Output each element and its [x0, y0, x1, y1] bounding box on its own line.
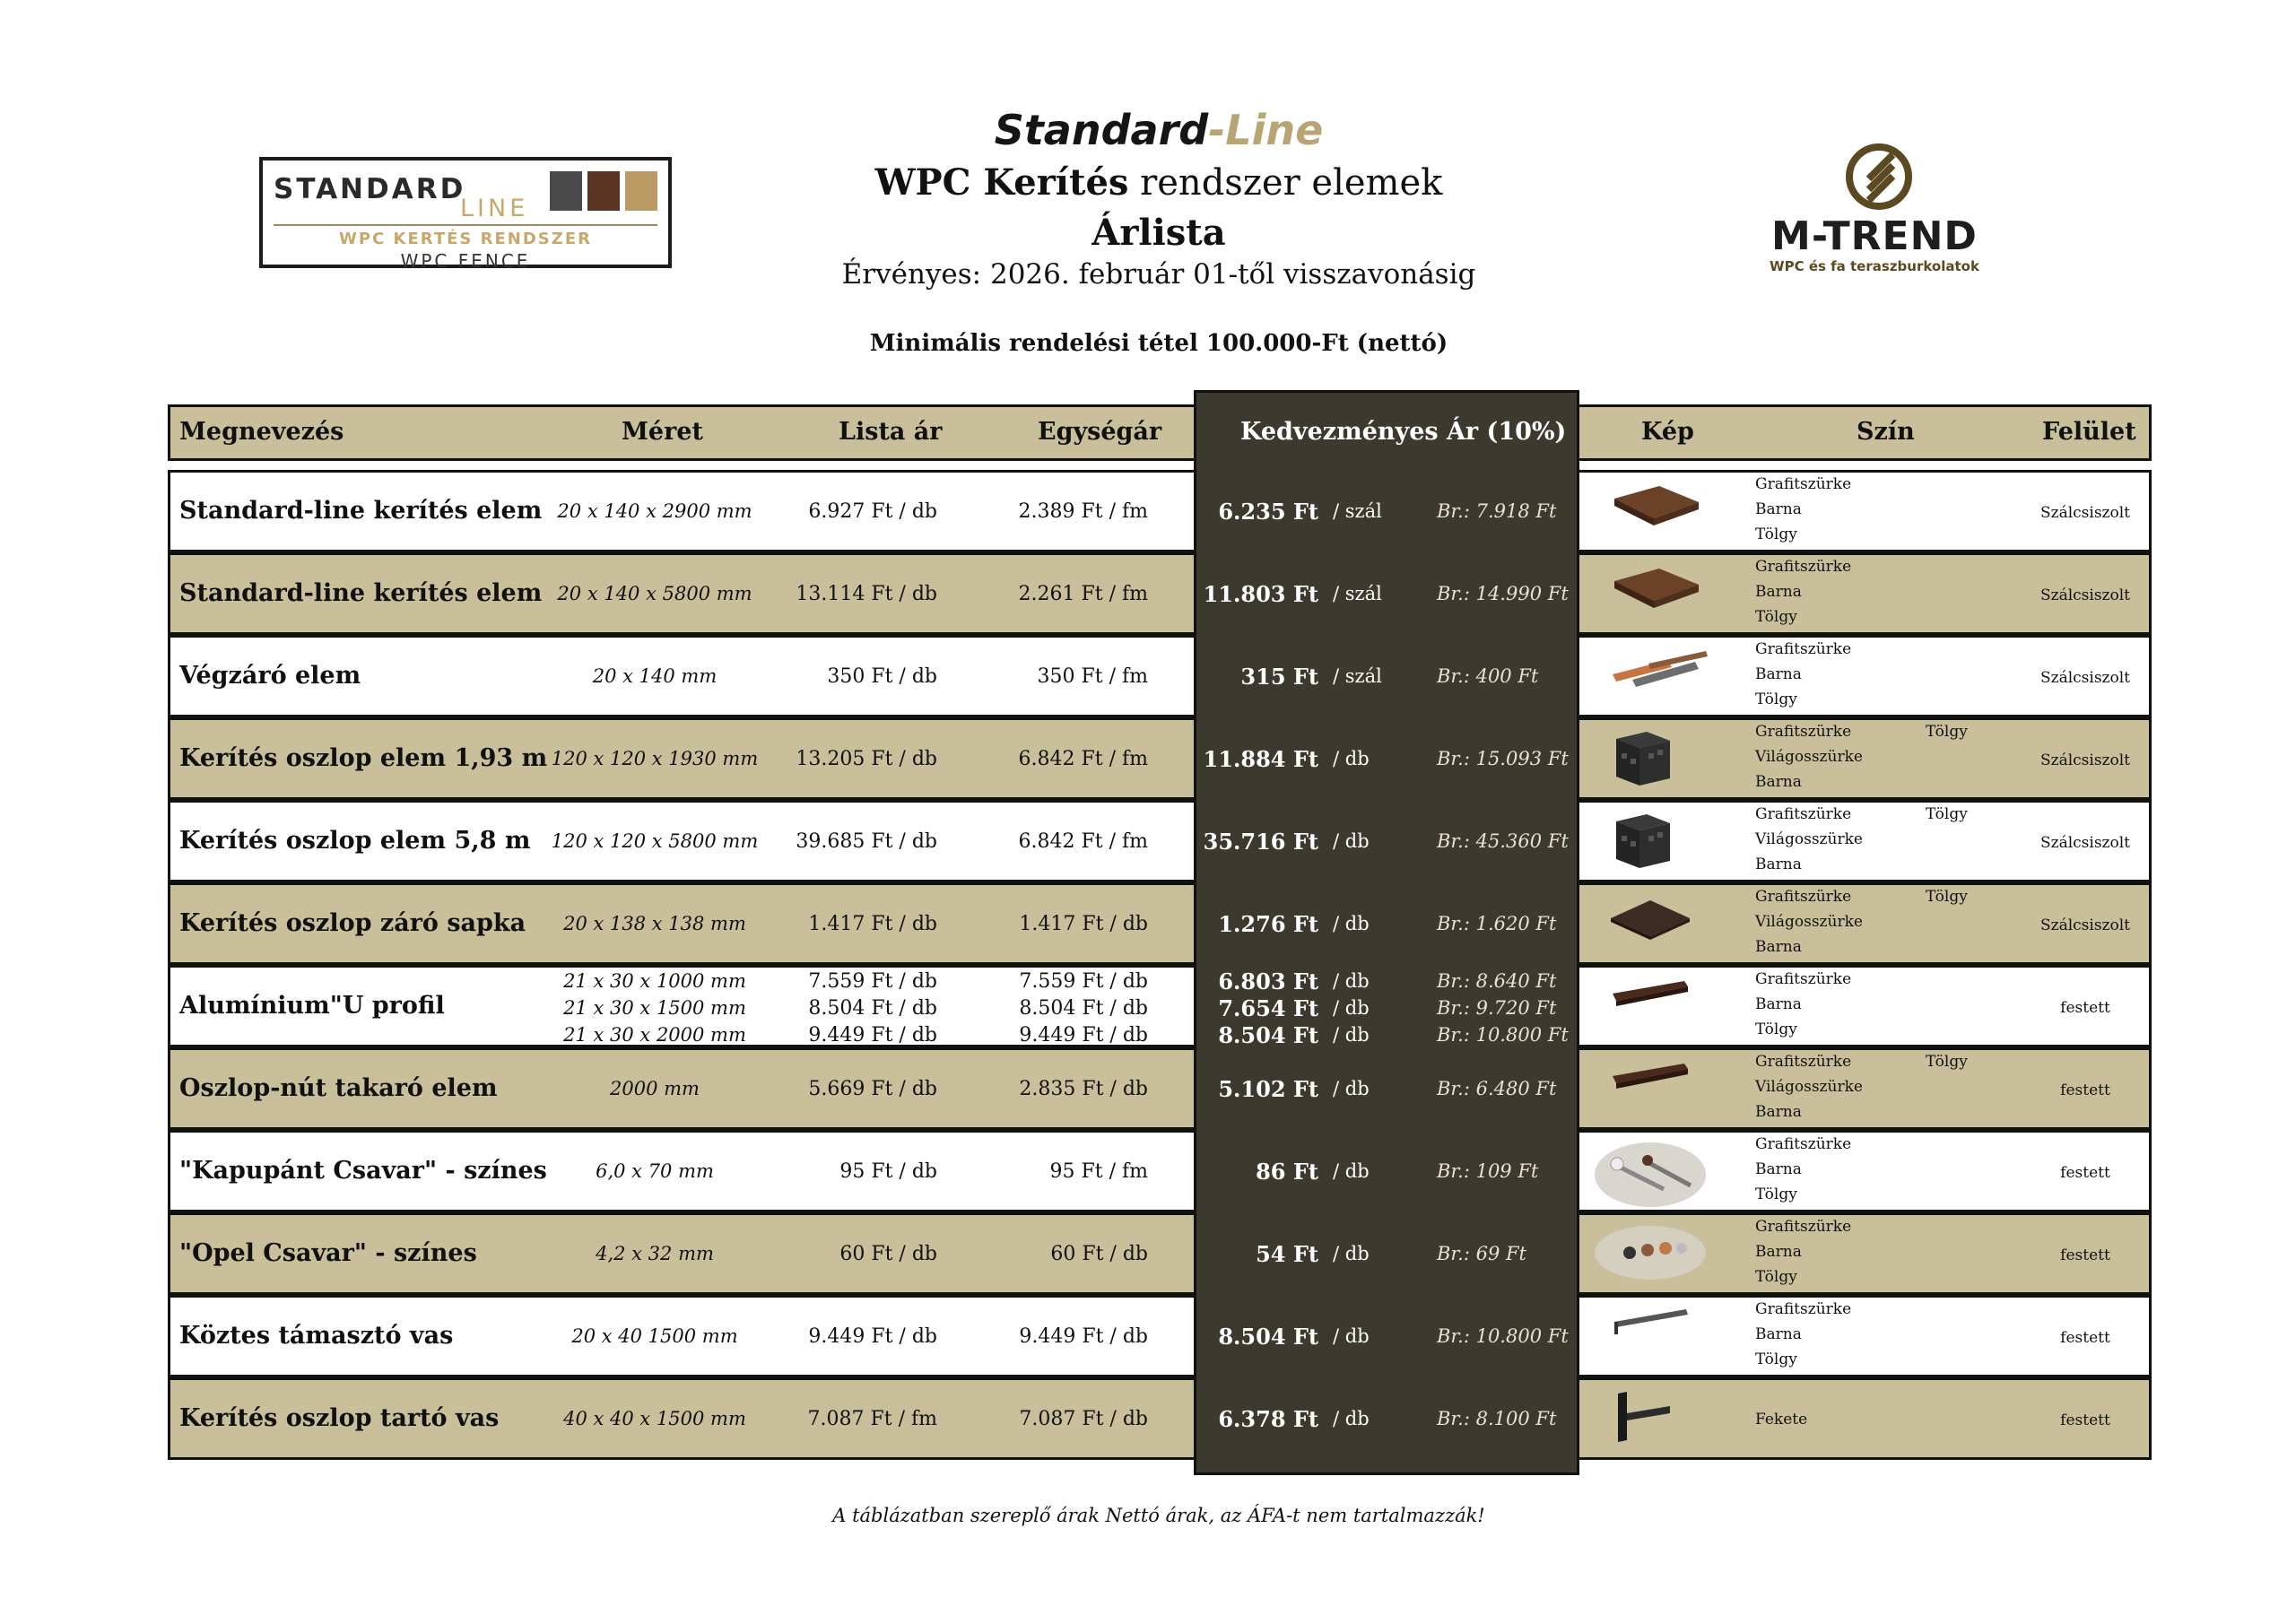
color-option: Tölgy	[1755, 1350, 1797, 1368]
color-option-extra: Tölgy	[1926, 1053, 1968, 1071]
discount-unit: / db	[1333, 748, 1370, 769]
discount-price: 5.102 Ft	[1218, 1076, 1318, 1102]
unit-price: 6.842 Ft / fm	[1018, 748, 1148, 770]
product-image	[1605, 644, 1713, 701]
list-price: 5.669 Ft / db	[808, 1078, 937, 1100]
product-image	[1605, 1386, 1677, 1453]
product-image	[1605, 891, 1695, 949]
color-option: Világosszürke	[1755, 913, 1863, 931]
page-title-rest: rendszer elemek	[1128, 162, 1443, 204]
color-option: Tölgy	[1755, 525, 1797, 543]
unit-price: 6.842 Ft / fm	[1018, 830, 1148, 853]
color-option: Grafitszürke	[1755, 805, 1852, 823]
discount-unit: / db	[1333, 913, 1370, 934]
gross-price: Br.: 9.720 Ft	[1437, 997, 1557, 1019]
discount-price: 6.803 Ft	[1218, 968, 1318, 994]
unit-price: 9.449 Ft / db	[1019, 1024, 1148, 1046]
surface-finish: Szálcsiszolt	[2039, 669, 2131, 687]
brand-part-standard: Standard	[994, 106, 1209, 154]
product-name: Alumínium"U profil	[179, 992, 445, 1020]
col-header-list-price: Lista ár	[839, 418, 943, 446]
list-price: 13.114 Ft / db	[796, 583, 937, 605]
color-option: Grafitszürke	[1755, 1135, 1852, 1153]
color-option: Tölgy	[1755, 1268, 1797, 1286]
gross-price: Br.: 6.480 Ft	[1437, 1078, 1557, 1099]
logo-word-line: LINE	[460, 195, 529, 222]
surface-finish: festett	[2060, 1081, 2110, 1099]
unit-price: 8.504 Ft / db	[1019, 997, 1148, 1020]
color-option: Tölgy	[1755, 1185, 1797, 1203]
discount-price: 8.504 Ft	[1218, 1022, 1318, 1048]
product-image	[1592, 1221, 1709, 1288]
product-size: 4,2 x 32 mm	[596, 1243, 714, 1264]
discount-unit: / db	[1333, 830, 1370, 852]
list-price: 9.449 Ft / db	[808, 1024, 937, 1046]
color-option: Barna	[1755, 938, 1802, 956]
product-name: "Kapupánt Csavar" - színes	[179, 1157, 547, 1185]
discount-price: 315 Ft	[1240, 664, 1318, 690]
validity-text: Érvényes: 2026. február 01-től visszavonásig	[841, 258, 1476, 291]
color-option: Grafitszürke	[1755, 1053, 1852, 1071]
product-image	[1605, 1304, 1695, 1343]
page-subtitle: Árlista	[1091, 212, 1226, 254]
surface-finish: Szálcsiszolt	[2039, 834, 2131, 852]
product-size: 120 x 120 x 5800 mm	[551, 830, 759, 852]
color-option: Tölgy	[1755, 1020, 1797, 1038]
m-trend-tagline: WPC és fa teraszburkolatok	[1770, 258, 1979, 274]
product-name: Kerítés oszlop elem 5,8 m	[179, 827, 531, 855]
unit-price: 2.835 Ft / db	[1019, 1078, 1148, 1100]
product-image	[1605, 561, 1704, 619]
product-name: Kerítés oszlop tartó vas	[179, 1404, 500, 1432]
surface-finish: Szálcsiszolt	[2039, 586, 2131, 604]
discount-unit: / db	[1333, 1408, 1370, 1429]
gross-price: Br.: 69 Ft	[1437, 1243, 1526, 1264]
discount-unit: / db	[1333, 997, 1370, 1019]
color-option-extra: Tölgy	[1926, 888, 1968, 906]
product-image	[1605, 974, 1695, 1013]
gross-price: Br.: 14.990 Ft	[1437, 583, 1569, 604]
unit-price: 350 Ft / fm	[1037, 665, 1148, 688]
product-size: 20 x 140 x 2900 mm	[557, 500, 752, 522]
color-option: Fekete	[1755, 1411, 1808, 1429]
product-size: 2000 mm	[610, 1078, 700, 1099]
logo-word-standard: STANDARD	[274, 173, 466, 205]
surface-finish: festett	[2060, 1411, 2110, 1429]
color-option: Grafitszürke	[1755, 888, 1852, 906]
color-option: Világosszürke	[1755, 1078, 1863, 1096]
page-title	[0, 161, 2296, 204]
color-option-extra: Tölgy	[1926, 723, 1968, 741]
table-row	[168, 965, 2152, 1047]
gross-price: Br.: 1.620 Ft	[1437, 913, 1557, 934]
unit-price: 1.417 Ft / db	[1019, 913, 1148, 935]
logo-tagline: WPC KERTÉS RENDSZER	[339, 230, 592, 248]
discount-unit: / db	[1333, 1024, 1370, 1046]
brand-part-line: -Line	[1208, 106, 1324, 154]
product-image	[1605, 809, 1677, 875]
discount-unit: / szál	[1333, 500, 1382, 522]
color-option: Barna	[1755, 665, 1802, 683]
gross-price: Br.: 400 Ft	[1437, 665, 1539, 687]
product-name: Kerítés oszlop záró sapka	[179, 909, 526, 937]
discount-price: 6.378 Ft	[1218, 1406, 1318, 1432]
color-option: Grafitszürke	[1755, 475, 1852, 493]
discount-price: 6.235 Ft	[1218, 499, 1318, 525]
col-header-color: Szín	[1857, 418, 1915, 446]
gross-price: Br.: 8.100 Ft	[1437, 1408, 1557, 1429]
discount-price: 86 Ft	[1256, 1159, 1318, 1185]
surface-finish: festett	[2060, 1246, 2110, 1264]
product-size: 20 x 40 1500 mm	[571, 1325, 738, 1347]
product-size: 21 x 30 x 1500 mm	[563, 997, 746, 1019]
discount-unit: / szál	[1333, 583, 1382, 604]
color-option: Grafitszürke	[1755, 558, 1852, 576]
col-header-discount: Kedvezményes Ár (10%)	[1240, 418, 1567, 446]
logo-tagline-fence: WPC FENCE	[400, 250, 531, 272]
color-option: Barna	[1755, 995, 1802, 1013]
unit-price: 7.087 Ft / db	[1019, 1408, 1148, 1430]
discount-price: 1.276 Ft	[1218, 911, 1318, 937]
discount-unit: / db	[1333, 1325, 1370, 1347]
color-option: Barna	[1755, 500, 1802, 518]
product-image	[1605, 1056, 1695, 1096]
product-size: 21 x 30 x 1000 mm	[563, 970, 746, 992]
color-option: Barna	[1755, 1103, 1802, 1121]
color-option: Grafitszürke	[1755, 640, 1852, 658]
list-price: 13.205 Ft / db	[796, 748, 937, 770]
surface-finish: Szálcsiszolt	[2039, 504, 2131, 522]
product-size: 21 x 30 x 2000 mm	[563, 1024, 746, 1046]
discount-price: 11.803 Ft	[1203, 581, 1318, 607]
gross-price: Br.: 8.640 Ft	[1437, 970, 1557, 992]
table-row	[168, 635, 2152, 717]
product-size: 40 x 40 x 1500 mm	[563, 1408, 746, 1429]
unit-price: 7.559 Ft / db	[1019, 970, 1148, 993]
col-header-image: Kép	[1641, 418, 1694, 446]
footer-note: A táblázatban szereplő árak Nettó árak, az ÁFA-t nem tartalmazzák!	[832, 1505, 1485, 1526]
product-name: Köztes támasztó vas	[179, 1322, 454, 1350]
product-size: 120 x 120 x 1930 mm	[551, 748, 759, 769]
gross-price: Br.: 45.360 Ft	[1437, 830, 1569, 852]
color-option: Barna	[1755, 773, 1802, 791]
list-price: 1.417 Ft / db	[808, 913, 937, 935]
color-option: Barna	[1755, 855, 1802, 873]
discount-price: 35.716 Ft	[1203, 829, 1318, 855]
unit-price: 95 Ft / fm	[1049, 1160, 1148, 1183]
product-size: 20 x 140 mm	[592, 665, 718, 687]
color-option: Barna	[1755, 583, 1802, 601]
surface-finish: festett	[2060, 1329, 2110, 1347]
m-trend-name: M-TREND	[1771, 213, 1978, 259]
color-option: Grafitszürke	[1755, 970, 1852, 988]
gross-price: Br.: 10.800 Ft	[1437, 1325, 1569, 1347]
surface-finish: Szálcsiszolt	[2039, 916, 2131, 934]
product-name: Standard-line kerítés elem	[179, 579, 543, 607]
gross-price: Br.: 10.800 Ft	[1437, 1024, 1569, 1046]
gross-price: Br.: 109 Ft	[1437, 1160, 1539, 1182]
discount-price: 54 Ft	[1256, 1241, 1318, 1267]
col-header-name: Megnevezés	[179, 418, 344, 446]
product-image	[1605, 479, 1704, 536]
discount-unit: / db	[1333, 1160, 1370, 1182]
color-option: Világosszürke	[1755, 748, 1863, 766]
discount-unit: / db	[1333, 1078, 1370, 1099]
color-option: Világosszürke	[1755, 830, 1863, 848]
color-option: Barna	[1755, 1160, 1802, 1178]
unit-price: 9.449 Ft / db	[1019, 1325, 1148, 1348]
unit-price: 2.389 Ft / fm	[1018, 500, 1148, 523]
color-option: Tölgy	[1755, 608, 1797, 626]
product-size: 20 x 138 x 138 mm	[563, 913, 746, 934]
col-header-size: Méret	[622, 418, 703, 446]
unit-price: 60 Ft / db	[1050, 1243, 1148, 1265]
color-option: Tölgy	[1755, 690, 1797, 708]
discount-unit: / szál	[1333, 665, 1382, 687]
discount-unit: / db	[1333, 1243, 1370, 1264]
product-name: Standard-line kerítés elem	[179, 497, 543, 525]
color-option: Grafitszürke	[1755, 723, 1852, 741]
product-size: 6,0 x 70 mm	[596, 1160, 714, 1182]
list-price: 7.559 Ft / db	[808, 970, 937, 993]
product-name: Kerítés oszlop elem 1,93 m	[179, 744, 548, 772]
page-title-bold: WPC Kerítés	[874, 161, 1129, 204]
color-option: Barna	[1755, 1243, 1802, 1261]
table-row	[168, 1295, 2152, 1377]
list-price: 39.685 Ft / db	[796, 830, 937, 853]
surface-finish: festett	[2060, 999, 2110, 1017]
discount-unit: / db	[1333, 970, 1370, 992]
discount-price: 8.504 Ft	[1218, 1324, 1318, 1350]
color-option-extra: Tölgy	[1926, 805, 1968, 823]
product-name: "Opel Csavar" - színes	[179, 1239, 477, 1267]
col-header-unit-price: Egységár	[1038, 418, 1162, 446]
product-name: Végzáró elem	[179, 662, 361, 690]
list-price: 6.927 Ft / db	[808, 500, 937, 523]
list-price: 8.504 Ft / db	[808, 997, 937, 1020]
surface-finish: Szálcsiszolt	[2039, 751, 2131, 769]
discount-price: 7.654 Ft	[1218, 995, 1318, 1021]
gross-price: Br.: 15.093 Ft	[1437, 748, 1569, 769]
list-price: 60 Ft / db	[839, 1243, 937, 1265]
surface-finish: festett	[2060, 1164, 2110, 1182]
list-price: 95 Ft / db	[839, 1160, 937, 1183]
product-image	[1592, 1139, 1709, 1214]
list-price: 350 Ft / db	[827, 665, 937, 688]
unit-price: 2.261 Ft / fm	[1018, 583, 1148, 605]
color-option: Barna	[1755, 1325, 1802, 1343]
list-price: 9.449 Ft / db	[808, 1325, 937, 1348]
product-size: 20 x 140 x 5800 mm	[557, 583, 752, 604]
color-option: Grafitszürke	[1755, 1218, 1852, 1236]
col-header-surface: Felület	[2042, 418, 2136, 446]
color-option: Grafitszürke	[1755, 1300, 1852, 1318]
brand-title	[0, 106, 2296, 154]
discount-price: 11.884 Ft	[1203, 746, 1318, 772]
product-image	[1605, 726, 1677, 793]
min-order-text: Minimális rendelési tétel 100.000-Ft (nettó)	[869, 330, 1448, 357]
product-name: Oszlop-nút takaró elem	[179, 1074, 498, 1102]
list-price: 7.087 Ft / fm	[807, 1408, 937, 1430]
gross-price: Br.: 7.918 Ft	[1437, 500, 1557, 522]
